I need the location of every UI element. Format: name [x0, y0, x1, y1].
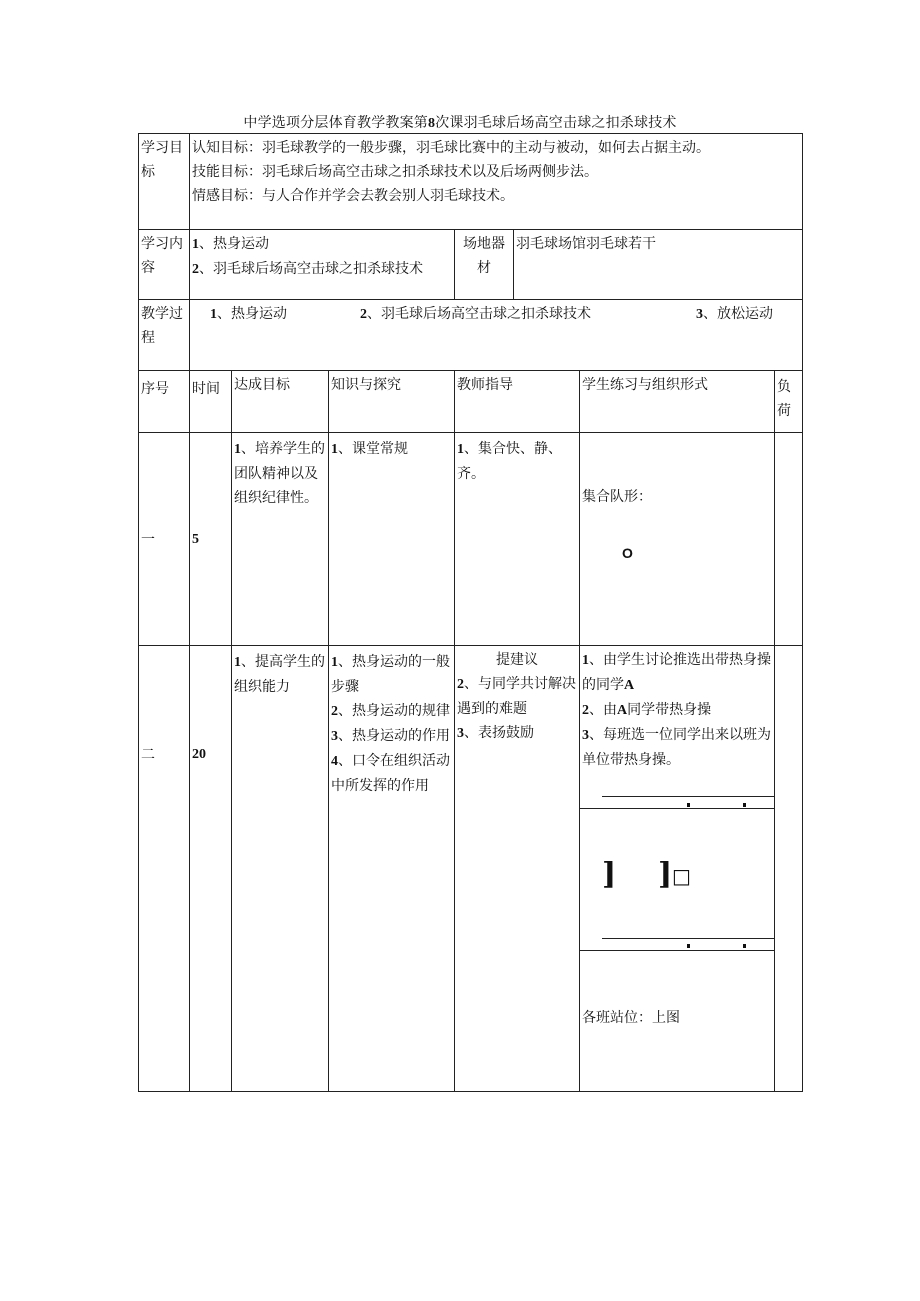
knowledge-item: 4、口令在组织活动中所发挥的作用 — [331, 753, 450, 794]
row-student — [580, 646, 775, 1092]
goals-label: 学习目标 — [139, 134, 190, 230]
table-row — [139, 433, 803, 646]
player-dot — [743, 944, 746, 948]
goals-cell — [190, 134, 803, 230]
formation-marker: O — [622, 545, 633, 561]
process-step-2: 2、羽毛球后场高空击球之扣杀球技术 — [360, 306, 591, 322]
venue-value: 羽毛球场馆羽毛球若干 — [514, 230, 803, 300]
row-seq: 一 — [139, 433, 190, 646]
content-item-1: 1、热身运动 — [192, 236, 269, 252]
row-knowledge: 1、课堂常规 — [329, 433, 455, 646]
table-row — [139, 646, 803, 1092]
header-goal: 达成目标 — [232, 371, 329, 433]
page-title: 中学选项分层体育教学教案第8次课羽毛球后场高空击球之扣杀球技术 — [243, 115, 677, 131]
row-load — [775, 433, 803, 646]
row-goal: 1、培养学生的团队精神以及组织纪律性。 — [232, 433, 329, 646]
header-load: 负荷 — [775, 371, 803, 433]
cognitive-goal: 认知目标：羽毛球教学的一般步骤，羽毛球比赛中的主动与被动，如何去占据主动。 — [192, 140, 710, 156]
content-item-2: 2、羽毛球后场高空击球之扣杀球技术 — [192, 261, 423, 277]
knowledge-item: 2、热身运动的规律 — [331, 703, 450, 719]
content-label: 学习内容 — [139, 230, 190, 300]
content-cell — [190, 230, 455, 300]
row-student — [580, 433, 775, 646]
row-knowledge — [329, 646, 455, 1092]
bracket-left: ] — [602, 857, 617, 892]
student-caption: 各班站位：上图 — [582, 1010, 680, 1026]
process-step-3: 3、放松运动 — [696, 306, 773, 322]
row-time: 5 — [190, 433, 232, 646]
court-line — [580, 950, 774, 951]
row-teacher — [455, 646, 580, 1092]
row-load — [775, 646, 803, 1092]
skill-goal: 技能目标：羽毛球后场高空击球之扣杀球技术以及后场两侧步法。 — [192, 164, 598, 180]
process-step-1: 1、热身运动 — [210, 306, 287, 322]
court-line — [602, 938, 774, 939]
row-teacher: 1、集合快、静、齐。 — [455, 433, 580, 646]
court-diagram — [580, 776, 774, 936]
header-knowledge: 知识与探究 — [329, 371, 455, 433]
header-seq: 序号 — [139, 371, 190, 433]
header-teacher: 教师指导 — [455, 371, 580, 433]
lesson-plan-table — [138, 133, 803, 1092]
row-goal: 1、提高学生的组织能力 — [232, 646, 329, 1092]
formation-label: 集合队形： — [582, 489, 652, 505]
knowledge-item: 3、热身运动的作用 — [331, 728, 450, 744]
teacher-item: 2、与同学共讨解决遇到的难题 — [457, 676, 576, 717]
court-line — [602, 796, 774, 797]
teacher-heading: 提建议 — [496, 652, 538, 668]
process-cell — [190, 300, 803, 371]
player-dot — [743, 803, 746, 807]
player-dot — [687, 803, 690, 807]
bracket-right: ] — [658, 857, 673, 892]
header-student: 学生练习与组织形式 — [580, 371, 775, 433]
teacher-item: 3、表扬鼓励 — [457, 725, 534, 741]
venue-label: 场地器材 — [455, 230, 514, 300]
header-time: 时间 — [190, 371, 232, 433]
knowledge-item: 1、热身运动的一般步骤 — [331, 654, 450, 695]
student-step: 3、每班选一位同学出来以班为单位带热身操。 — [582, 727, 771, 768]
student-step: 1、由学生讨论推选出带热身操的同学A — [582, 652, 771, 693]
affective-goal: 情感目标：与人合作并学会去教会别人羽毛球技术。 — [192, 188, 514, 204]
student-step: 2、由A同学带热身操 — [582, 702, 712, 718]
player-dot — [687, 944, 690, 948]
row-seq: 二 — [139, 646, 190, 1092]
court-line — [580, 808, 774, 809]
row-time: 20 — [190, 646, 232, 1092]
process-label: 教学过程 — [139, 300, 190, 371]
square-icon: □ — [672, 864, 691, 888]
